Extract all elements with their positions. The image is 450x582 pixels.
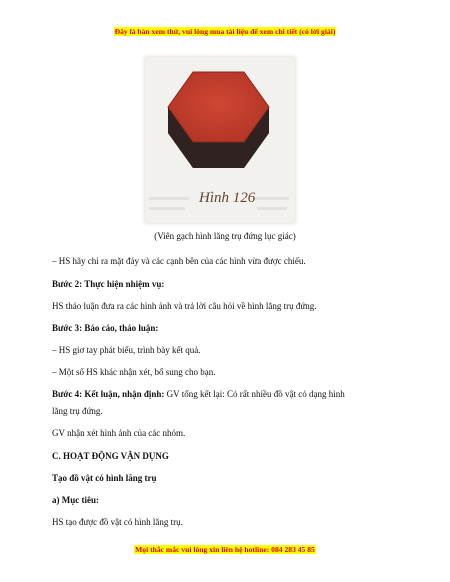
step3-heading <box>52 322 158 334</box>
objective-heading-text: a) Mục tiêu: <box>52 495 99 505</box>
subtitle <box>52 472 157 484</box>
figure-label <box>199 190 255 207</box>
step2-heading <box>52 278 164 290</box>
subtitle-text: Tạo đồ vật có hình lăng trụ <box>52 473 157 483</box>
section-c-heading <box>52 450 169 462</box>
figure-label-word: Hình <box>199 190 229 206</box>
step2-text: HS thảo luận đưa ra các hình ảnh và trả lời câu hỏi về hình lăng trụ đứng. <box>52 301 317 311</box>
figure-caption: (Viên gạch hình lăng trụ đứng lục giác) <box>154 231 296 241</box>
step4-heading-text: Bước 4: Kết luận, nhận định: <box>52 389 165 399</box>
step4-text-b: lăng trụ đứng. <box>52 406 103 416</box>
step4-note: GV nhận xét hình ảnh của các nhóm. <box>52 428 186 438</box>
top-preview-notice <box>0 27 450 36</box>
bottom-notice-text: Mọi thắc mắc vui lòng xin liên hệ hotline: 084 283 45 85 <box>135 545 315 554</box>
step3-item-1: – HS giơ tay phát biểu, trình bày kết quả. <box>52 345 201 355</box>
objective-text: HS tạo được đồ vật có hình lăng trụ. <box>52 517 183 527</box>
line-hs-identify: – HS hãy chỉ ra mặt đáy và các cạnh bên của các hình vừa được chiếu. <box>52 256 306 266</box>
section-c-heading-text: C. HOẠT ĐỘNG VẬN DỤNG <box>52 451 169 461</box>
bottom-hotline-notice <box>0 545 450 554</box>
step4-paragraph <box>52 388 345 400</box>
top-notice-text: Đây là bản xem thử, vui lòng mua tài liệu để xem chi tiết (có lời giải) <box>114 27 336 36</box>
step4-text-a: GV tổng kết lại: Có rất nhiều đồ vật có dạng hình <box>164 389 345 399</box>
figure-label-number: 126 <box>232 190 256 206</box>
objective-heading <box>52 494 99 506</box>
step2-heading-text: Bước 2: Thực hiện nhiệm vụ: <box>52 279 165 289</box>
step3-heading-text: Bước 3: Báo cáo, thảo luận: <box>52 323 159 333</box>
step3-item-2: – Một số HS khác nhận xét, bổ sung cho bạn. <box>52 367 216 377</box>
figure-hexagonal-brick <box>145 57 295 223</box>
